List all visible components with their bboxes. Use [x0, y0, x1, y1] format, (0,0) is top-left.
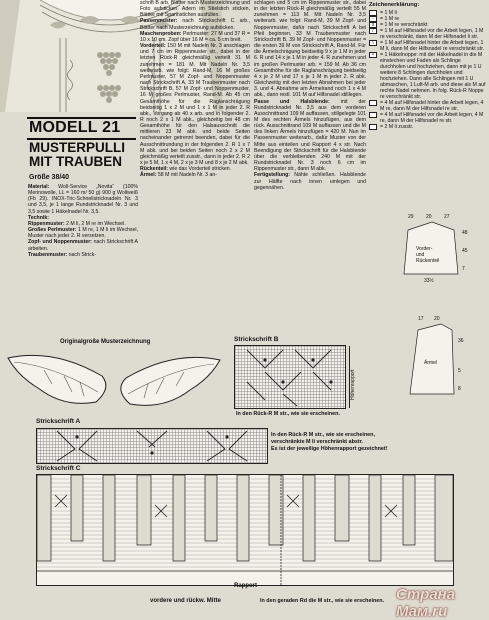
- sleeve-label: Ärmel: [424, 360, 438, 366]
- chart-a-label: Strickschrift A: [36, 418, 81, 425]
- material-text: Woll-Service „Novita“ (100% Merinowolle, LL = 160 m/ 50 g) 900 g Wollweiß (Fb 29). INOX-Tric-Schnellstricknadeln Nr. 3 und 3,5, je 1 lange Rundstricknadel Nr. 3 und 3,5 sowie 1 Häkelnadel Nr. 3,5.: [28, 184, 138, 215]
- legend-text: = 4 M auf Hilfsnadel vor die Arbeit legen, 4 M re, dann M der Hilfsnadel re str.: [380, 112, 484, 124]
- trauben-text: nach Strick-: [68, 251, 97, 258]
- zopf-text: nach Strickschrift A arbeiten.: [28, 239, 138, 252]
- dim-sh2: 5: [458, 368, 461, 374]
- perl-label: Großes Perlmuster:: [28, 227, 77, 234]
- dim-fh2: 45: [462, 248, 468, 254]
- legend-symbol-icon: [369, 112, 377, 118]
- rueck-text: wie das Vorderteil stricken.: [169, 166, 232, 173]
- col2-intro: schrift B arb. Blätter nach Musterzeichnung und Foto aufsticken. Adern im Stielstich sticken, Blätter mit Spannstichen ausfüllen.: [140, 0, 250, 19]
- legend-text: = 1 M auf Hilfsnadel hinter die Arbeit legen, 1 M li, dann M der Hilfsnadel re verschränkt str.: [380, 40, 485, 52]
- rueck-label: Rückenteil:: [140, 166, 168, 173]
- legend-symbol-icon: [369, 124, 377, 130]
- legend-item: [369, 124, 487, 130]
- model-subtitle-1: MUSTERPULLI: [29, 140, 125, 155]
- dim-fw2: 20: [426, 214, 432, 220]
- schematics: [396, 212, 486, 412]
- column-2-text: [140, 0, 250, 322]
- size-label: Größe 38/40: [29, 174, 70, 181]
- chart-a-grid: [36, 428, 268, 464]
- dim-sw1: 17: [418, 316, 424, 322]
- dim-sh1: 36: [458, 338, 464, 344]
- legend-item: [369, 52, 487, 100]
- zopf-label: Zopf- und Noppenmuster:: [28, 239, 92, 246]
- watermark-logo: Страна Мам.ru: [396, 586, 456, 620]
- dim-fb: 33½: [424, 278, 434, 284]
- perl-text: 1 M re, 1 M li im Wechsel, Muster nach jeder 2. R versetzen.: [28, 227, 138, 240]
- chart-b-grid: [234, 345, 346, 409]
- front-label-3: Rückenteil: [416, 258, 440, 264]
- aermel-label: Ärmel:: [140, 172, 157, 179]
- dim-fh3: 7: [462, 266, 465, 272]
- chart-a-caption-2: verschränkte M li verschränkt abstr.: [271, 439, 363, 445]
- legend-symbol-icon: •: [369, 52, 377, 58]
- chart-c-repeat-label: Rapport: [234, 583, 257, 589]
- dim-sw2: 20: [434, 316, 440, 322]
- legend-text: = 1 M li: [380, 10, 397, 16]
- legend-title: Zeichenerklärung:: [369, 2, 420, 8]
- legend-item: [369, 100, 487, 112]
- vorder-label: Vorderteil:: [140, 43, 166, 50]
- maschen-text: Perlmuster: 27 M und 37 R = 10 x 10 cm. Zopf über 16 M = ca. 5 cm breit.: [140, 30, 250, 43]
- chart-c-caption: In den geraden Rd die M str., wie sie erscheinen.: [260, 598, 385, 604]
- chart-c-center-label: vordere und rückw. Mitte: [150, 598, 221, 604]
- rippen-label: Rippenmuster:: [28, 220, 65, 227]
- front-label-2: und: [416, 252, 425, 258]
- legend: [369, 2, 487, 212]
- passe-text: mit der Rundstricknadel Nr. 3,5 aus dem vorderen Ausschnittrand 109 M auffassen, stillgelegte 101 M des rechten Ärmels hinzufügen, aus dem rück. Ausschnittrand 109 M auffassen und die M des linken Ärmels hinzufügen = 420 M. Nun im Passenmuster weiterarb., dafür Muster von der Mitte aus einteilen und Rapport 4 x str. Nach Beendigung der Strickschrift für die Halsblende über die verbleibenden 240 M mit der Rundstricknadel Nr. 3 noch 6 cm im Rippenmuster str., dann M abk.: [254, 98, 366, 173]
- legend-symbol-icon: [369, 100, 377, 106]
- leaves-label: Originalgroße Musterzeichnung: [60, 339, 151, 345]
- legend-symbol-icon: \: [369, 40, 377, 46]
- legend-text: = 1 M re: [380, 16, 400, 22]
- vorder-text: 150 M mit Nadeln Nr. 3 anschlagen und 7 cm im Rippenmuster str., dabei in der letzten Rück-R gleichmäßig verteilt 31 M zunehmen = 181 M. Mit Nadeln Nr. 3,5 weiterarb. wie folgt: Rand-M, 16 M großes Perlmuster, 57 M Zopf- und Noppenmuster nach Strickschrift A, 33 M Traubenmuster nach Strickschrift B, 57 M Zopf- und Noppenmuster, 16 M großes Perlmuster, Rand-M. Ab 45 cm Gesamthöhe für die Raglanschrägung beidseitig 1 x 2 M und 1 x 1 M in jeder 2. R abk., Vorgang ab 40 x arb. und in folgender 2. R noch 2 x 1 M abk., gleichzeitig bei 48 cm Gesamthöhe für den Halsausschnitt die mittleren 23 M abk. und beide Seiten nacheinander getrennt beenden, dabei für die Ausschnittrundung in der folgenden 2. R 1 x 7 M abk. und bei beiden Seiten noch 2 x 2 M gleichmäßig verteilt zusstr., dann in jeder 2. R 2 x je 5 M, 1 x 4 M, 2 x je 3 M und 8 x je 2 M abk.: [140, 43, 250, 167]
- dim-fw1: 29: [408, 214, 414, 220]
- aermel-text: 58 M mit Nadeln Nr. 3 an-: [157, 172, 217, 179]
- technik-label: Technik:: [28, 214, 49, 221]
- dim-fw3: 27: [444, 214, 450, 220]
- chart-c-grid: [36, 474, 454, 586]
- dim-sh3: 8: [458, 386, 461, 392]
- leaves-drawing: [4, 348, 224, 428]
- passen-label: Passenmuster:: [140, 18, 178, 25]
- chart-a-caption-1: In den Rück-R M str., wie sie erscheinen,: [271, 432, 375, 438]
- passen-text: nach Strickschrift C arb., Blätter nach Musterzeichnung aufsticken.: [140, 18, 250, 31]
- legend-text: = 1 M auf Hilfsnadel vor die Arbeit legen, 1 M re verschränkt, dann M der Hilfsnadel li str.: [380, 28, 484, 40]
- chart-c-label: Strickschrift C: [36, 465, 81, 472]
- col3-intro: schlagen und 5 cm im Rippenmuster str., dabei in der letzten Rück-R gleichmäßig verteilt 55 M zunehmen = 113 M. Mit Nadeln Nr. 3,5 weiterarb. wie folgt: Rand-M, 39 M Zopf- und Noppenmuster, dafür nach Strickschrift A bei Pfeil beginnen, 33 M Traubenmuster nach Strickschrift B, 39 M Zopf- und Noppenmuster = die ersten 39 M von Strickschrift A, Rand-M. Für die Ärmelschrägung beidseitig 9 x je 1 M in jeder 6. R und 14 x je 1 M in jeder 4. R zunehmen und im großen Perlmuster arb. = 159 M. Ab 36 cm Gesamthöhe für die Raglanschrägung beidseitig 4 x je 2 M und 17 x je 1 M in jeder 2. R abk. Gleichzeitig mit den letzten Abnahmen bei jeder 3. und 4. Abnahme am Ärmelrand noch 1 x 4 M abk., dann restl. 101 M auf Hilfsnadel stilllegen.: [254, 0, 366, 99]
- legend-symbol-icon: x: [369, 22, 377, 28]
- legend-text: = 1 Häkelnoppe: mit der Häkelnadel in die M einstechen und Faden als Schlinge durchholen und hochziehen, dann mit je 1 U weitere 8 Schlingen durchholen und hochziehen. Dann alle Schlingen mit 1 U abmaschen, 1 Luft-M arb. und diese als M auf rechte Nadel nehmen. In folg. Rück-R Noppe re verschränkt str.: [380, 52, 486, 100]
- maschen-label: Maschenproben:: [140, 30, 182, 37]
- model-subtitle-2: MIT TRAUBEN: [29, 154, 122, 169]
- rippen-text: 2 M li, 2 M re im Wechsel.: [66, 220, 126, 227]
- legend-symbol-icon: /: [369, 28, 377, 34]
- chart-b-side-label: Höhenrapport: [350, 369, 356, 400]
- dim-fh1: 48: [462, 230, 468, 236]
- legend-item: [369, 28, 487, 40]
- legend-text: = 2 M li zusstr.: [380, 124, 414, 130]
- front-label-1: Vorder-: [416, 246, 433, 252]
- fertig-label: Fertigstellung:: [254, 172, 291, 179]
- legend-text: = 4 M auf Hilfsnadel hinter die Arbeit legen, 4 M re, dann M der Hilfsnadel re str.: [380, 100, 484, 112]
- passe-label: Passe und Halsblende:: [254, 98, 330, 105]
- fertig-text: Nähte schließen. Halsblende zur Hälfte nach innen umlegen und gegennähen.: [254, 172, 366, 191]
- column-1-text: [28, 184, 138, 322]
- legend-item: [369, 112, 487, 124]
- legend-item: [369, 40, 487, 52]
- column-3-text: [254, 0, 366, 330]
- model-title: MODELL 21: [29, 119, 121, 136]
- material-label: Material:: [28, 184, 50, 190]
- schematic-svg: [396, 212, 486, 412]
- legend-text: = 1 M re verschränkt: [380, 22, 428, 28]
- legend-items: [369, 10, 487, 130]
- chart-b-label: Strickschrift B: [234, 336, 279, 343]
- legend-symbol-icon: -: [369, 16, 377, 22]
- trauben-label: Traubenmuster:: [28, 251, 68, 258]
- chart-b-caption: In den Rück-R M str., wie sie erscheinen.: [236, 411, 340, 417]
- chart-a-caption-3: Es ist der jeweilige Höhenrapport gezeichnet!: [271, 446, 388, 452]
